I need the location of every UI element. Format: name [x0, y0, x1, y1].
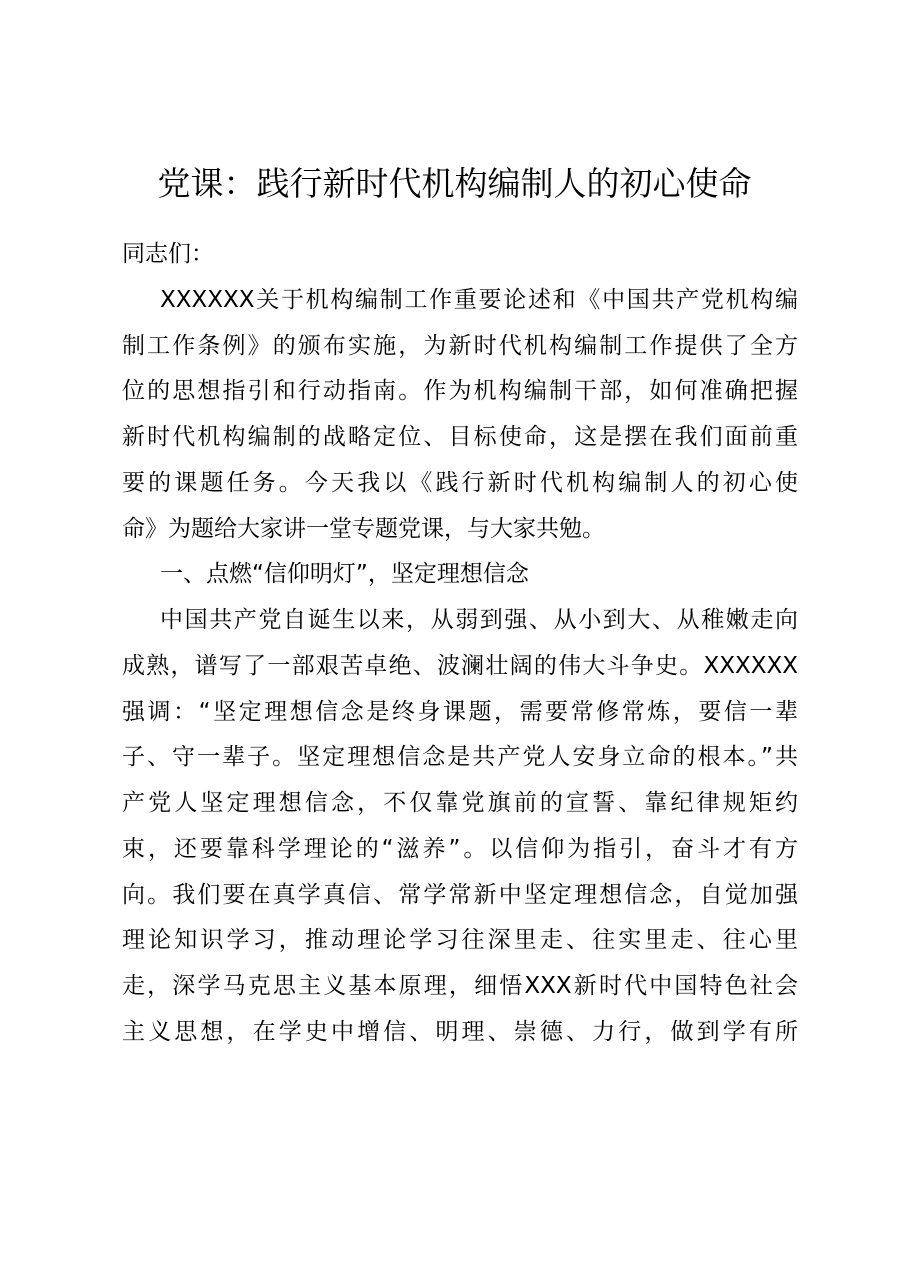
paragraph-line: XXXXXX关于机构编制工作重要论述和《中国共产党机构编	[160, 286, 798, 313]
paragraph-2	[122, 598, 798, 1056]
paragraph-line: 新时代机构编制的战略定位、目标使命，这是摆在我们面前重	[122, 424, 798, 450]
paragraph-line: 命》为题给大家讲一堂专题党课，与大家共勉。	[122, 515, 605, 542]
paragraph-line: 产党人坚定理想信念，不仅靠党旗前的宣誓、靠纪律规矩约	[122, 790, 798, 816]
paragraph-1	[122, 278, 798, 553]
paragraph-line: 主义思想，在学史中增信、明理、崇德、力行，做到学有所	[122, 1018, 798, 1045]
paragraph-line: 向。我们要在真学真信、常学常新中坚定理想信念，自觉加强	[122, 881, 798, 908]
salutation: 同志们：	[122, 241, 214, 267]
paragraph-line: 理论知识学习，推动理论学习往深里走、往实里走、往心里	[122, 927, 798, 954]
document-title: 党课：践行新时代机构编制人的初心使命	[157, 164, 752, 203]
paragraph-line: 强调：“坚定理想信念是终身课题，需要常修常炼，要信一辈	[122, 698, 798, 725]
paragraph-line: 成熟，谱写了一部艰苦卓绝、波澜壮阔的伟大斗争史。XXXXXX	[122, 652, 798, 679]
paragraph-line: 走，深学马克思主义基本原理，细悟XXX新时代中国特色社会	[122, 973, 798, 999]
paragraph-line: 束，还要靠科学理论的“滋养”。以信仰为指引，奋斗才有方	[122, 835, 798, 862]
paragraph-line: 要的课题任务。今天我以《践行新时代机构编制人的初心使	[122, 469, 798, 496]
paragraph-line: 制工作条例》的颁布实施，为新时代机构编制工作提供了全方	[122, 332, 798, 359]
section-heading: 一、点燃“信仰明灯”，坚定理想信念	[160, 561, 529, 588]
paragraph-line: 子、守一辈子。坚定理想信念是共产党人安身立命的根本。”共	[122, 744, 798, 771]
document-body	[122, 232, 798, 1056]
paragraph-line: 位的思想指引和行动指南。作为机构编制干部，如何准确把握	[122, 378, 798, 405]
paragraph-line: 中国共产党自诞生以来，从弱到强、从小到大、从稚嫩走向	[160, 607, 798, 633]
